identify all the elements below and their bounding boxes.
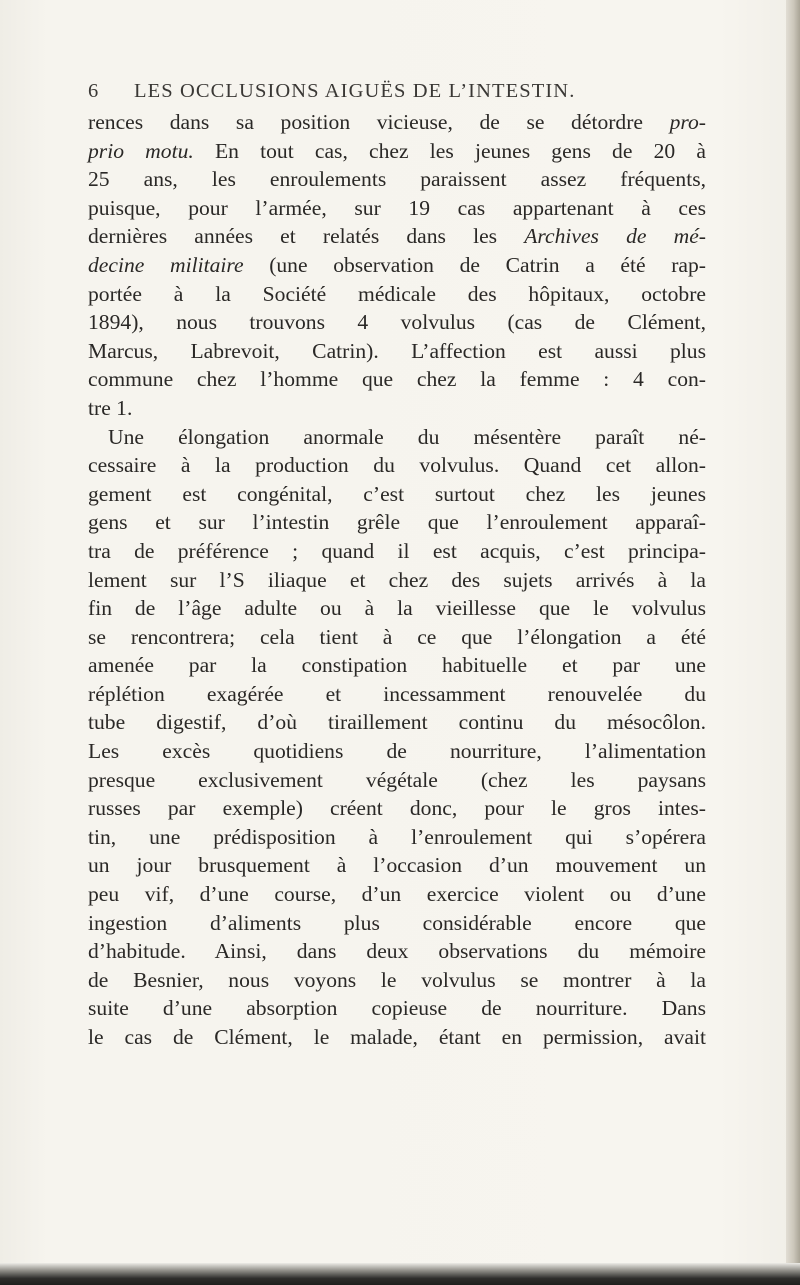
text-line: [88, 966, 706, 995]
text-line: [88, 308, 706, 337]
text-line: [88, 508, 706, 537]
text-line: [88, 766, 706, 795]
text-line: [88, 537, 706, 566]
text-segment: le cas de Clément, le malade, étant en permission, avait: [88, 1025, 706, 1049]
text-segment: réplétion exagérée et incessamment renouvelée du: [88, 681, 706, 706]
text-line: [88, 394, 706, 423]
text-segment: tin, une prédisposition à l’enroulement qui s’opérera: [88, 824, 706, 849]
italic-segment: decine militaire: [88, 252, 244, 277]
page-edge-shadow: [786, 0, 800, 1285]
text-segment: Une élongation anormale du mésentère paraît né-: [108, 424, 706, 449]
text-segment: 25 ans, les enroulements paraissent assez fréquents,: [88, 167, 706, 192]
text-segment: ingestion d’aliments plus considérable encore que: [88, 910, 706, 935]
text-line: [88, 108, 706, 137]
text-line: [88, 1023, 706, 1052]
text-line: [88, 365, 706, 394]
text-line: [88, 480, 706, 509]
text-line: [88, 137, 706, 166]
text-segment: dernières années et relatés dans les: [88, 224, 525, 249]
text-line: [88, 566, 706, 595]
text-line: [88, 423, 706, 452]
text-segment: En tout cas, chez les jeunes gens de 20 à: [193, 138, 706, 163]
text-segment: se rencontrera; cela tient à ce que l’élongation a été: [88, 624, 706, 649]
text-segment: 1894), nous trouvons 4 volvulus (cas de Clément,: [88, 310, 706, 335]
page-number: 6: [88, 80, 100, 102]
text-line: [88, 251, 706, 280]
text-segment: presque exclusivement végétale (chez les paysans: [88, 767, 706, 792]
text-line: [88, 623, 706, 652]
text-segment: portée à la Société médicale des hôpitaux, octobre: [88, 281, 706, 306]
text-line: [88, 280, 706, 309]
text-line: [88, 994, 706, 1023]
text-line: [88, 680, 706, 709]
text-segment: (une observation de Catrin a été rap-: [243, 252, 706, 277]
running-head-title: LES OCCLUSIONS AIGUËS DE L’INTESTIN.: [134, 80, 576, 102]
text-line: [88, 165, 706, 194]
text-line: [88, 937, 706, 966]
text-segment: puisque, pour l’armée, sur 19 cas appartenant à ces: [88, 195, 706, 220]
text-segment: d’habitude. Ainsi, dans deux observations du mémoire: [88, 939, 706, 964]
text-line: [88, 651, 706, 680]
text-line: [88, 594, 706, 623]
text-segment: russes par exemple) créent donc, pour le gros intes-: [88, 796, 706, 821]
text-line: [88, 823, 706, 852]
italic-segment: pro-: [669, 110, 706, 134]
body-text: [88, 108, 706, 1052]
text-segment: lement sur l’S iliaque et chez des sujets arrivés à la: [88, 567, 706, 592]
text-line: [88, 337, 706, 366]
text-segment: Marcus, Labrevoit, Catrin). L’affection est aussi plus: [88, 338, 706, 363]
text-line: [88, 737, 706, 766]
text-segment: peu vif, d’une course, d’un exercice violent ou d’une: [88, 882, 706, 907]
text-segment: commune chez l’homme que chez la femme : 4 con-: [88, 367, 706, 392]
text-segment: Les excès quotidiens de nourriture, l’alimentation: [88, 739, 706, 764]
text-line: [88, 880, 706, 909]
text-segment: gens et sur l’intestin grêle que l’enroulement apparaî-: [88, 510, 706, 535]
text-line: [88, 851, 706, 880]
text-segment: amenée par la constipation habituelle et par une: [88, 653, 706, 678]
text-segment: de Besnier, nous voyons le volvulus se montrer à la: [88, 967, 706, 992]
text-line: [88, 451, 706, 480]
text-line: [88, 194, 706, 223]
scan-bottom-border: [0, 1263, 800, 1285]
text-segment: tre 1.: [88, 395, 133, 420]
text-line: [88, 794, 706, 823]
text-segment: suite d’une absorption copieuse de nourriture. Dans: [88, 996, 706, 1021]
text-line: [88, 909, 706, 938]
text-segment: gement est congénital, c’est surtout chez les jeunes: [88, 481, 706, 506]
text-segment: tra de préférence ; quand il est acquis, c’est principa-: [88, 538, 706, 563]
text-segment: fin de l’âge adulte ou à la vieillesse que le volvulus: [88, 596, 706, 621]
text-line: [88, 708, 706, 737]
text-line: [88, 222, 706, 251]
text-segment: tube digestif, d’où tiraillement continu du mésocôlon.: [88, 710, 706, 735]
italic-segment: prio motu.: [88, 138, 194, 163]
text-segment: rences dans sa position vicieuse, de se détordre: [88, 110, 670, 134]
text-segment: un jour brusquement à l’occasion d’un mouvement un: [88, 853, 706, 878]
running-head: [88, 80, 728, 110]
italic-segment: Archives de mé-: [524, 224, 706, 249]
text-segment: cessaire à la production du volvulus. Quand cet allon-: [88, 453, 706, 478]
